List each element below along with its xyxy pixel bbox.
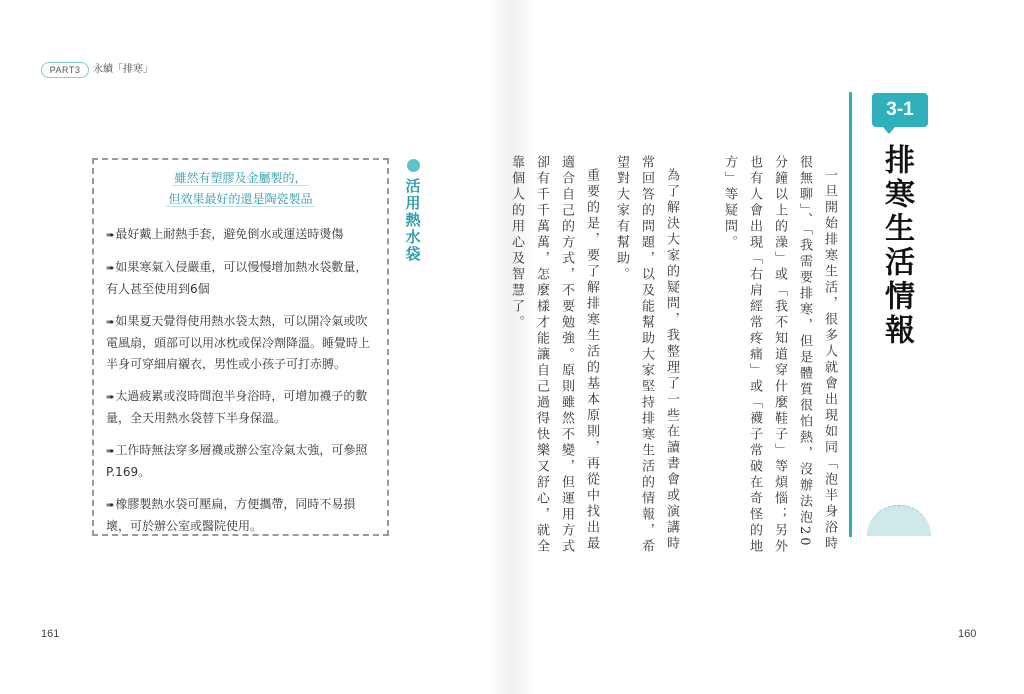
body-paragraph-3: 重要的是，要了解排寒生活的基本原則，再從中找出最適合自己的方式，不要勉強。原則雖然不變，但運用方式卻有千千萬萬，怎麼樣才能讓自己過得快樂又舒心，就全靠個人的用心及智慧了。 [509, 155, 599, 555]
tip-text: 如果寒氣入侵嚴重，可以慢慢增加熱水袋數量，有人甚至使用到6個 [106, 260, 368, 296]
arrow-icon: ➠ [106, 317, 115, 328]
list-item [106, 257, 371, 300]
tip-text: 橡膠製熱水袋可壓扁，方便攜帶，同時不易損壞，可於辦公室或醫院使用。 [106, 497, 356, 533]
page-number-left: 161 [41, 628, 60, 640]
section-divider [849, 92, 852, 537]
side-label-text: 活用熱水袋 [403, 178, 422, 263]
tip-text: 工作時無法穿多層襪或辦公室冷氣太強，可參照P.169。 [106, 443, 368, 479]
list-item [106, 224, 371, 246]
tip-text: 最好戴上耐熱手套，避免倒水或運送時燙傷 [115, 227, 344, 241]
tip-list [106, 224, 371, 548]
tip-box [92, 158, 389, 536]
section-title: 排寒生活情報 [879, 144, 914, 348]
tip-heading-line1: 雖然有塑膠及金屬製的， [174, 171, 307, 185]
part-title: 永續「排寒」 [93, 64, 153, 75]
arrow-icon: ➠ [106, 263, 115, 274]
list-item [106, 494, 371, 537]
tip-heading [94, 168, 387, 210]
tip-text: 太過疲累或沒時間泡半身浴時，可增加襪子的數量，全天用熱水袋替下半身保溫。 [106, 389, 368, 425]
arrow-icon: ➠ [106, 500, 115, 511]
bullet-dot-icon [407, 159, 420, 172]
arrow-icon: ➠ [106, 446, 115, 457]
part-badge: PART3 [41, 62, 89, 78]
decorative-semicircle [867, 505, 931, 536]
list-item [106, 311, 371, 375]
body-paragraph-1: 一旦開始排寒生活，很多人就會出現如同「泡半身浴時很無聊」、「我需要排寒，但是體質很怕熱，沒辦法泡20分鐘以上的澡」或「我不知道穿什麼鞋子」等煩惱；另外也有人會出現「右肩經常疼痛」或「襪子常破在奇怪的地方」等疑問。 [722, 155, 837, 555]
arrow-icon: ➠ [106, 392, 115, 403]
list-item [106, 386, 371, 429]
list-item [106, 440, 371, 483]
arrow-icon: ➠ [106, 230, 115, 241]
page-number-right: 160 [958, 628, 977, 640]
section-number: 3-1 [872, 93, 928, 127]
side-label [402, 159, 424, 263]
tip-heading-line2: 但效果最好的還是陶瓷製品 [168, 192, 313, 206]
body-paragraph-2: 為了解決大家的疑問，我整理了一些在讀書會或演講時常回答的問題，以及能幫助大家堅持排寒生活的情報，希望對大家有幫助。 [614, 155, 679, 555]
tip-text: 如果夏天覺得使用熱水袋太熱，可以開冷氣或吹電風扇，頭部可以用冰枕或保冷劑降溫。睡覺時上半身可穿細肩襯衣，男性或小孩子可打赤膊。 [106, 314, 371, 371]
